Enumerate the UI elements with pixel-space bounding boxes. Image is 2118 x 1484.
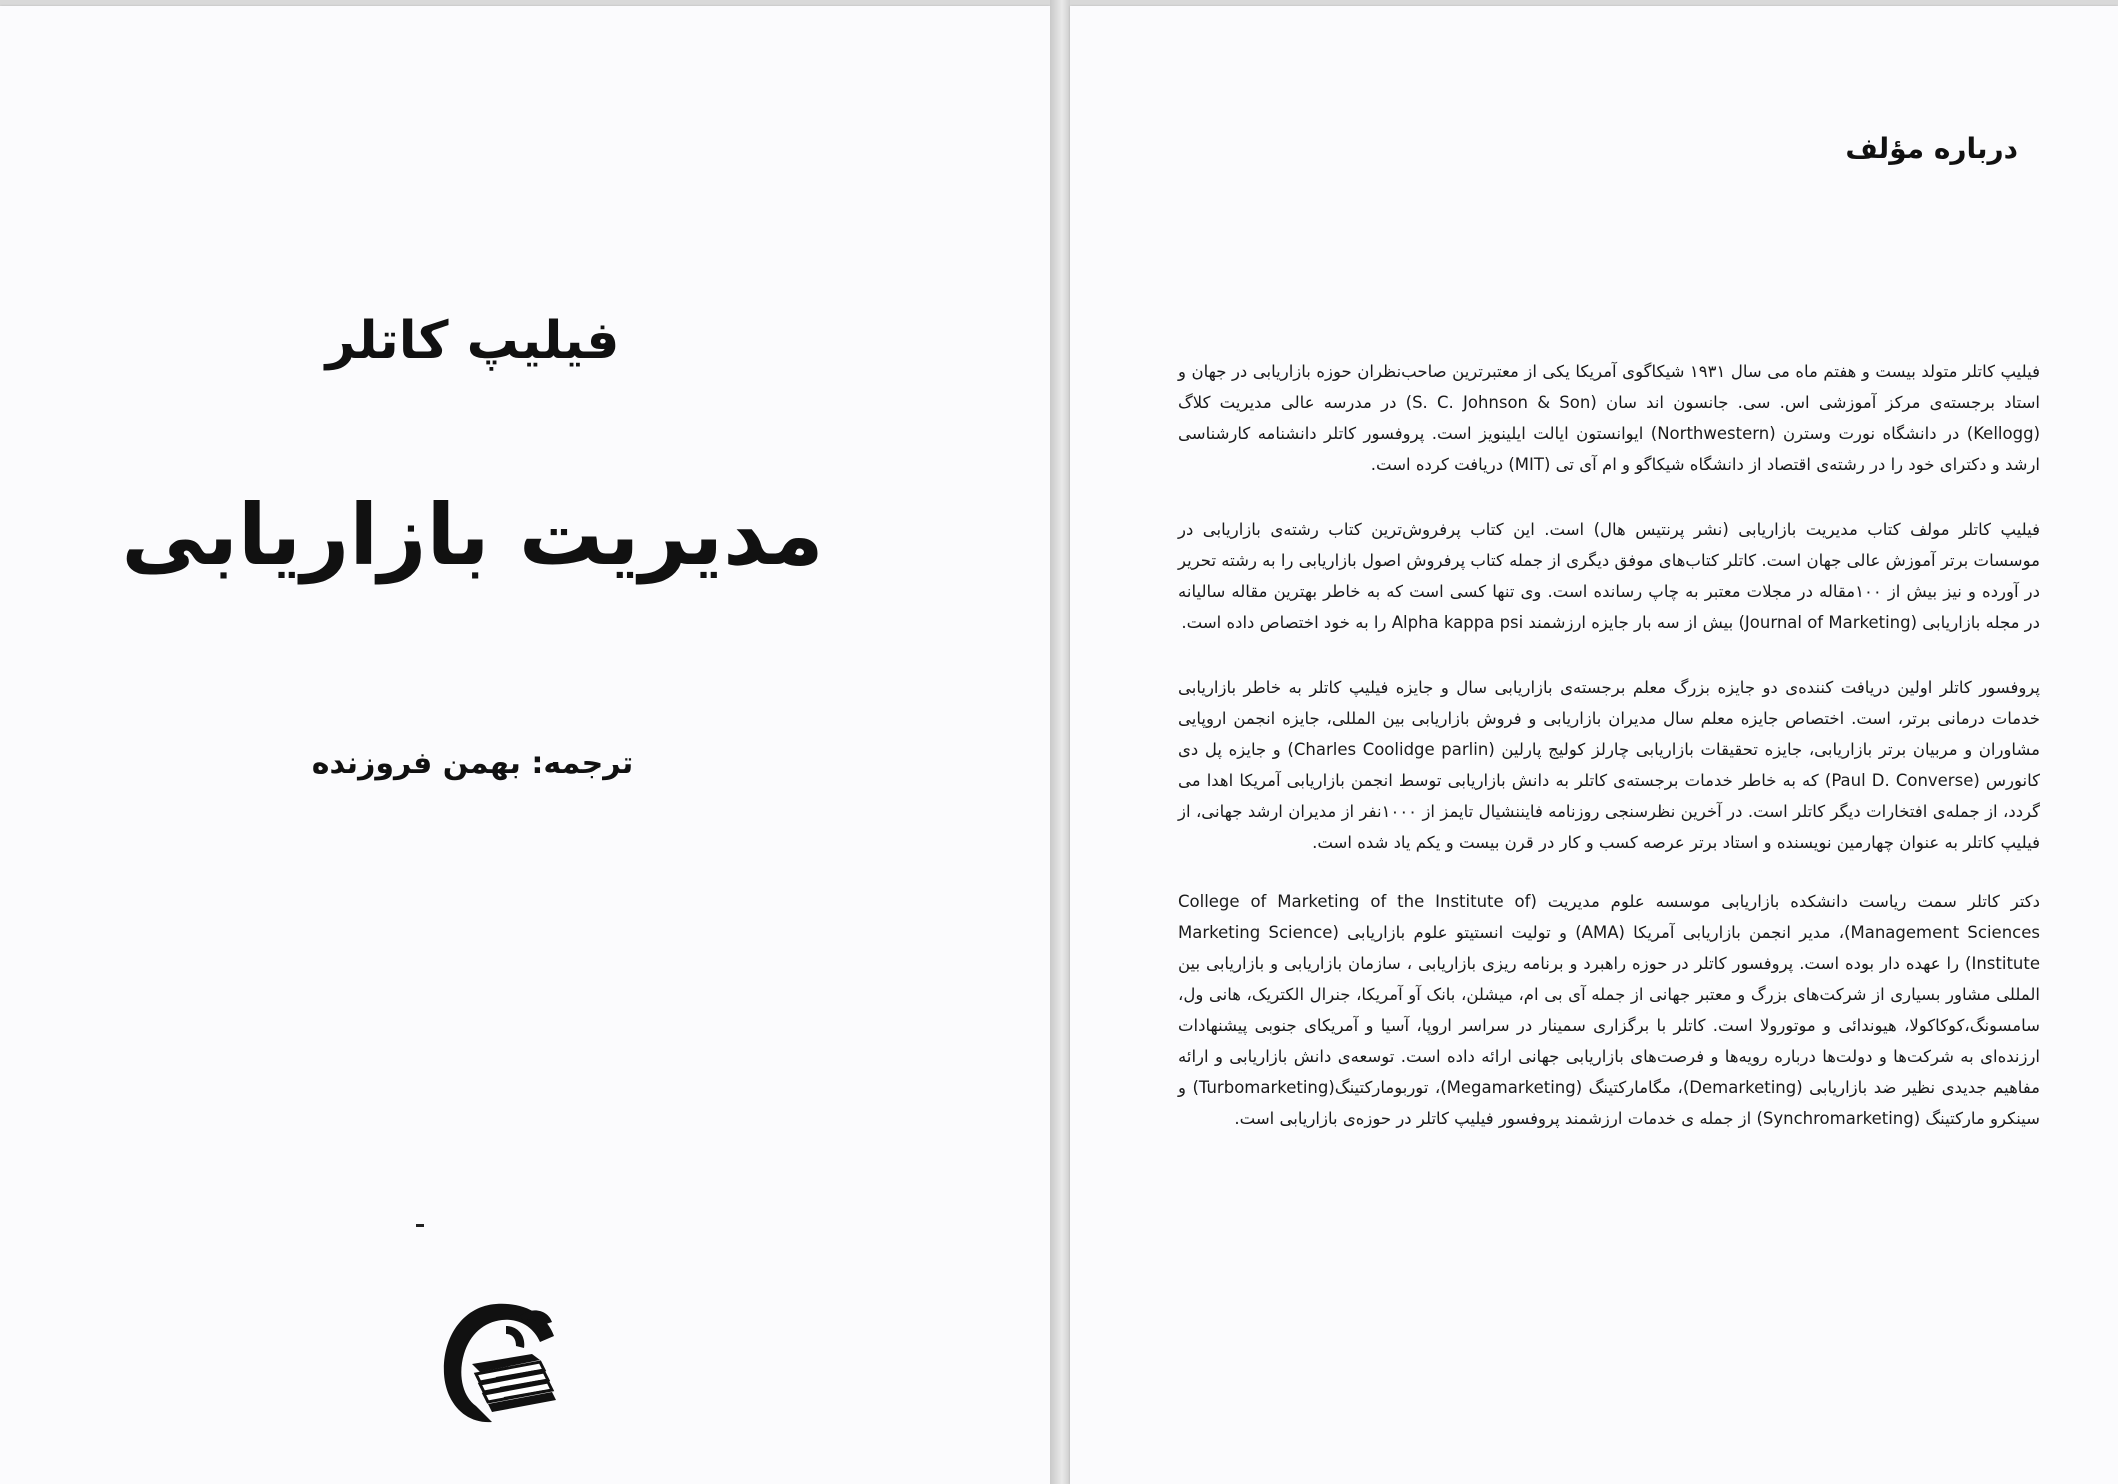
publisher-logo-icon [436, 1296, 570, 1430]
about-paragraph-1: فیلیپ کاتلر متولد بیست و هفتم ماه می سال ۱۹۳۱ شیکاگوی آمریکا یکی از معتبرترین صاحب‌نظران حوزه بازاریابی در جهان و استاد برجسته‌ی مرکز آموزشی اس. سی. جانسون اند سان (S. C. Johnson & Son) در مدرسه عالی مدیریت کلاگ (Kellogg) در دانشگاه نورت وسترن (Northwestern) ایوانستون ایالت ایلینویز است. پروفسور کاتلر دانشنامه کارشناسی ارشد و دکترای خود را در رشته‌ی اقتصاد از دانشگاه شیکاگو و ام آی تی (MIT) دریافت کرده است. [1178, 362, 2040, 474]
about-author-page [1070, 6, 2118, 1484]
book-title: مدیریت بازاریابی [121, 486, 824, 584]
about-heading: درباره مؤلف [1845, 132, 2018, 165]
book-gutter [1050, 0, 1070, 1484]
about-paragraph-3: پروفسور کاتلر اولین دریافت کننده‌ی دو جایزه بزرگ معلم برجسته‌ی بازاریابی سال و جایزه فیلیپ کاتلر به خاطر بازاریابی خدمات درمانی برتر، است. اختصاص جایزه معلم سال مدیران بازاریابی و فروش بازاریابی بین المللی، جایزه انجمن اروپایی مشاوران و مربیان برتر بازاریابی، جایزه تحقیقات بازاریابی چارلز کولیج پارلین (Charles Coolidge parlin) و جایزه پل دی کانورس (Paul D. Converse) که به خاطر خدمات برجسته‌ی کاتلر به دانش بازاریابی توسط انجمن بازاریابی آمریکا اهدا می گردد، از جمله‌ی افتخارات دیگر کاتلر است. در آخرین نظرسنجی روزنامه فایننشیال تایمز از ۱۰۰۰نفر از مدیران ارشد جهانی، از فیلیپ کاتلر به عنوان چهارمین نویسنده و استاد برتر عرصه کسب و کار در قرن بیست و یکم یاد شده است. [1178, 678, 2041, 852]
about-paragraph-4: دکتر کاتلر سمت ریاست دانشکده بازاریابی موسسه علوم مدیریت (College of Marketing of the Institute of Management Sciences)، مدیر انجمن بازاریابی آمریکا (AMA) و تولیت انستیتو علوم بازاریابی (Marketing Science Institute) را عهده دار بوده است. پروفسور کاتلر در حوزه راهبرد و برنامه ریزی بازاریابی ، سازمان بازاریابی و بازاریابی بین المللی مشاور بسیاری از شرکت‌های بزرگ و معتبر جهانی از جمله آی بی ام، میشلن، بانک آو آمریکا، جنرال الکتریک، هانی ول، سامسونگ،کوکاکولا، هیوندائی و موتورولا است. کاتلر با برگزاری سمینار در سراسر اروپا، آسیا و آمریکای جنوبی پیشنهادات ارزنده‌ای به شرکت‌ها و دولت‌ها درباره رویه‌ها و فرصت‌های بازاریابی جهانی ارائه داده است. توسعه‌ی دانش بازاریابی و ارائه مفاهیم جدیدی نظیر ضد بازاریابی (Demarketing)، مگامارکتینگ (Megamarketing)، توربومارکتینگ(Turbomarketing) و سینکرو مارکتینگ (Synchromarketing) از جمله ی خدمات ارزشمند پروفسور فیلیپ کاتلر در حوزه‌ی بازاریابی است. [1178, 892, 2041, 1128]
translator-credit: ترجمه: بهمن فروزنده [311, 746, 634, 781]
ink-mark [416, 1224, 424, 1227]
cover-page [0, 6, 1050, 1484]
author-name: فیلیپ کاتلر [325, 311, 620, 371]
about-paragraph-2: فیلیپ کاتلر مولف کتاب مدیریت بازاریابی (نشر پرنتیس هال) است. این کتاب پرفروش‌ترین کتاب رشته‌ی بازاریابی در موسسات برتر آموزش عالی جهان است. کاتلر کتاب‌های موفق دیگری از جمله کتاب پرفروش اصول بازاریابی را به رشته تحریر در آورده و نیز بیش از ۱۰۰مقاله در مجلات معتبر به چاپ رسانده است. وی تنها کسی است که به خاطر بهترین مقاله سالیانه در مجله بازاریابی (Journal of Marketing) بیش از سه بار جایزه ارزشمند Alpha kappa psi را به خود اختصاص داده است. [1178, 520, 2040, 632]
